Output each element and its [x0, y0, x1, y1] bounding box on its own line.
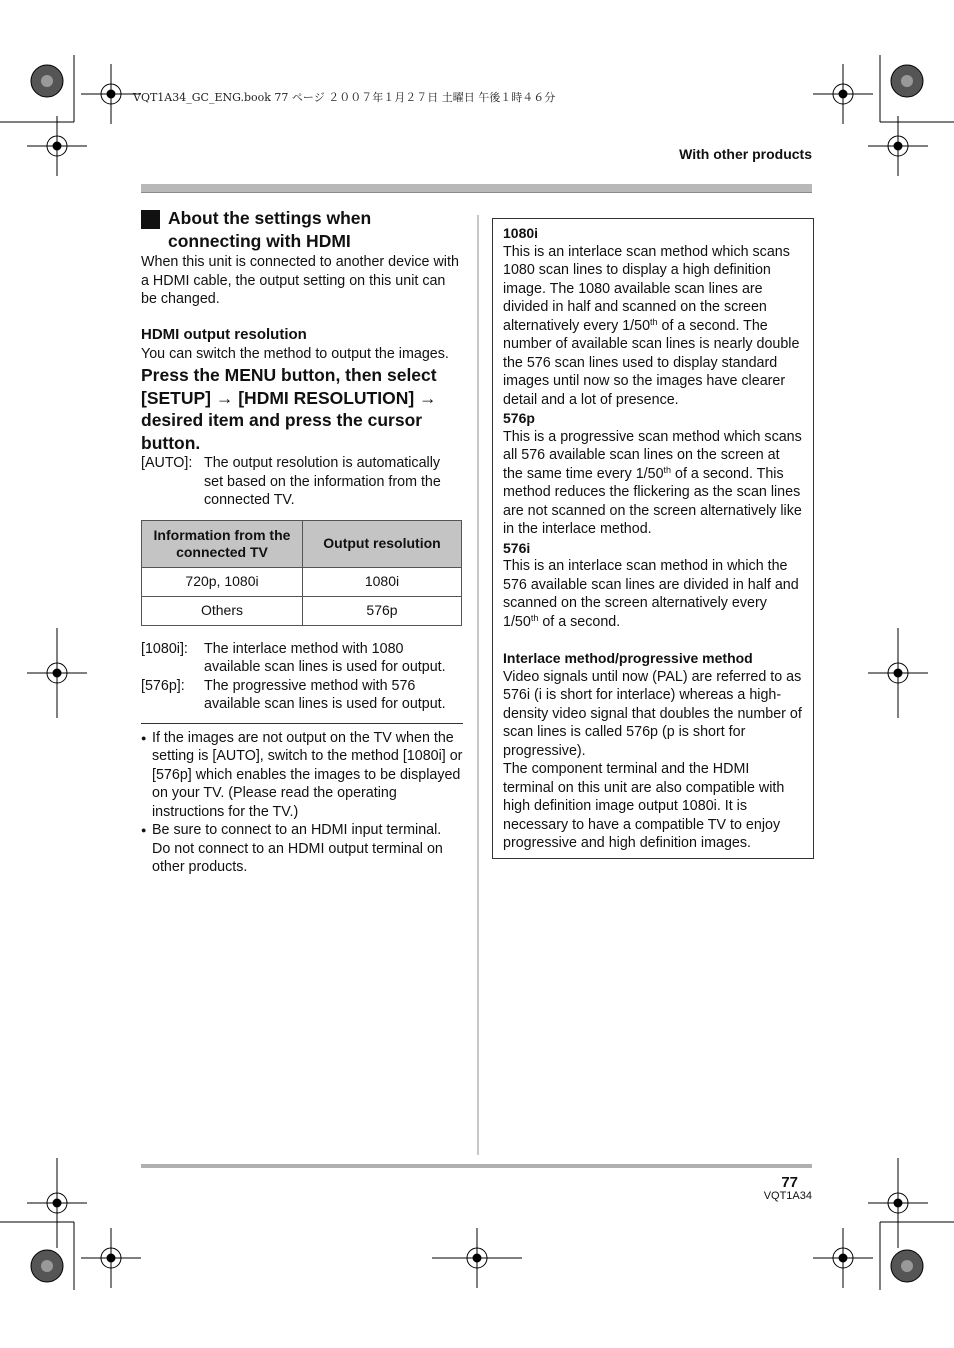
term-heading: Interlace method/progressive method	[503, 650, 753, 666]
table-row: 720p, 1080i 1080i	[142, 567, 462, 596]
table-row: Others 576p	[142, 596, 462, 625]
page-number: 77	[781, 1174, 798, 1191]
term-heading: 576p	[503, 410, 535, 426]
intro-text: When this unit is connected to another device with a HDMI cable, the output setting on this unit can be changed.	[141, 254, 459, 307]
registration-target-icon	[868, 116, 928, 176]
starburst-mark-icon	[30, 1249, 64, 1283]
list-item: ● Be sure to connect to an HDMI input terminal. Do not connect to an HDMI output terminal on other products.	[141, 821, 463, 877]
subheading: HDMI output resolution	[141, 325, 307, 343]
glossary-box	[492, 218, 814, 859]
instruction: Press the MENU button, then select [SETUP] → [HDMI RESOLUTION] → desired item and press the cursor button.	[141, 365, 437, 453]
term-body: This is an interlace scan method which scans 1080 scan lines to display a high definition image. The 1080 available scan lines are divided in half and scanned on the screen alternatively every 1/50th of a second. The number of available scan lines is nearly double the 576 scan lines used to display standard images until now so the images have clearer detail and a lot of presence.	[503, 243, 800, 408]
term-body: This is an interlace scan method in which the 576 available scan lines are divided in half and scanned on the screen alternatively every 1/50th of a second.	[503, 558, 799, 630]
mode-definitions: [1080i]: The interlace method with 1080 available scan lines is used for output. [576p]: The progressive method with 576 available scan lines is used for output.	[141, 640, 446, 712]
registration-target-icon	[81, 1228, 141, 1288]
starburst-mark-icon	[30, 64, 64, 98]
starburst-mark-icon	[890, 1249, 924, 1283]
table-header: Output resolution	[303, 520, 462, 567]
registration-target-icon	[813, 64, 873, 124]
file-info-header: VQT1A34_GC_ENG.book 77 ページ ２００７年１月２７日 土曜日 午後１時４６分	[133, 91, 556, 104]
registration-target-icon	[868, 628, 928, 718]
term-body: Video signals until now (PAL) are referred to as 576i (i is short for interlace) whereas a high-density video signal that doubles the number of scan lines is called 576p (p is short for progressive).	[503, 668, 802, 759]
registration-target-icon	[868, 1158, 928, 1248]
doc-code: VQT1A34	[763, 1190, 812, 1202]
bottom-rule	[141, 1164, 812, 1168]
section-heading: About the settings when connecting with HDMI	[141, 207, 463, 253]
notes-list	[141, 729, 463, 877]
starburst-mark-icon	[890, 64, 924, 98]
registration-target-icon	[432, 1228, 522, 1288]
term-heading: 576i	[503, 539, 531, 556]
left-column	[141, 207, 463, 877]
term-body: This is a progressive scan method which scans all 576 available scan lines on the screen at the same time every 1/50th of a second. This method reduces the flickering as the scan lines are not scanned on the screen alternatively like in the interlace method.	[503, 428, 802, 537]
term-body: The component terminal and the HDMI terminal on this unit are also compatible with high definition image output 1080i. It is necessary to have a compatible TV to enjoy progressive and high definition images.	[503, 761, 785, 851]
registration-target-icon	[27, 116, 87, 176]
table-header: Information from the connected TV	[142, 520, 303, 567]
registration-target-icon	[27, 1158, 87, 1248]
resolution-table	[141, 520, 462, 626]
term-heading: 1080i	[503, 225, 539, 241]
square-bullet-icon	[141, 210, 160, 229]
sub-intro: You can switch the method to output the images.	[141, 345, 449, 362]
list-item: ● If the images are not output on the TV when the setting is [AUTO], switch to the method [1080i] or [576p] which enables the images to be displayed on your TV. (Please read the operating instructions for the TV.)	[141, 729, 463, 822]
column-divider	[477, 215, 479, 1155]
section-title: With other products	[679, 146, 812, 162]
top-rule	[141, 184, 812, 193]
registration-target-icon	[81, 64, 141, 124]
registration-target-icon	[813, 1228, 873, 1288]
divider	[141, 723, 463, 724]
registration-target-icon	[27, 628, 87, 718]
auto-definition: [AUTO]: The output resolution is automatically set based on the information from the connected TV.	[141, 455, 441, 508]
